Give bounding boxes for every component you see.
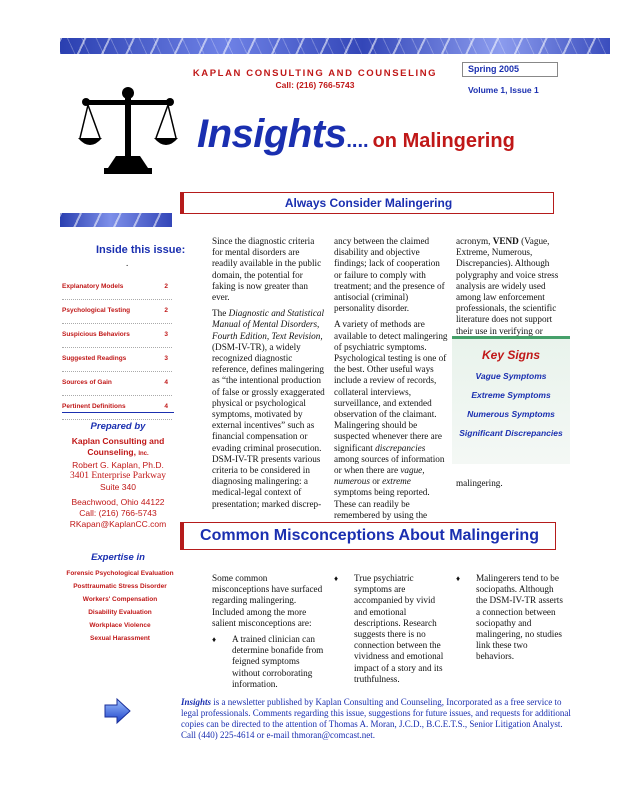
toc-item-label: Pertinent Definitions xyxy=(62,403,126,410)
expertise-list xyxy=(62,570,178,648)
misconception-text: A trained clinician can determine bonafide from feigned symptoms without corroborating information. xyxy=(232,634,324,689)
newsletter-masthead xyxy=(197,112,515,157)
toc-item-label: Psychological Testing xyxy=(62,307,131,314)
expertise-item: Forensic Psychological Evaluation xyxy=(66,570,174,577)
toc-item[interactable] xyxy=(62,324,172,348)
diamond-bullet-icon: ♦ xyxy=(212,635,217,645)
inside-this-issue-heading: Inside this issue: xyxy=(96,244,186,256)
toc-item-page: 4 xyxy=(164,403,168,410)
article2-column-2 xyxy=(334,573,448,685)
masthead-dots: .... xyxy=(346,130,369,152)
prepared-company-line1: Kaplan Consulting and xyxy=(71,436,165,446)
inside-this-issue-dot: . xyxy=(126,258,129,268)
issue-season: Spring 2005 xyxy=(462,62,558,77)
masthead-subtitle: on Malingering xyxy=(372,130,515,152)
article1-column-3-end: malingering. xyxy=(456,478,503,488)
article2-column-3 xyxy=(456,573,566,663)
company-name: KAPLAN CONSULTING AND COUNSELING xyxy=(192,68,438,79)
article1-column-2 xyxy=(334,236,449,526)
prepared-company xyxy=(62,436,174,460)
article1-paragraph: The Diagnostic and Statistical Manual of Mental Disorders, Fourth Edition, Text Revision, (DSM-IV-TR), a widely recognized diagnostic reference, defines malingering as “the intentional production of false or grossly exaggerated physical or psychological symptoms, motivated by external incentives” such as financial compensation or evading criminal prosecution. DSM-IV-TR presents various criteria to be considered in diagnosing malingering: a medical-legal context of presentation; marked discrep- xyxy=(212,308,325,509)
prepared-company-line2: Counseling, xyxy=(87,447,136,457)
table-of-contents xyxy=(62,276,172,420)
scales-of-justice-icon xyxy=(78,86,178,180)
key-sign-item: Numerous Symptoms xyxy=(467,409,555,419)
prepared-by-block xyxy=(62,412,174,530)
misconception-item xyxy=(334,573,448,685)
newsletter-footer xyxy=(181,697,571,741)
toc-item-page: 3 xyxy=(164,355,168,362)
toc-item[interactable] xyxy=(62,276,172,300)
article1-paragraph: ancy between the claimed disability and objective findings; lack of cooperation or failure to comply with treatment; and the presence of antisocial (criminal) personality disorder. xyxy=(334,236,445,314)
toc-item-label: Sources of Gain xyxy=(62,379,112,386)
expertise-item: Sexual Harassment xyxy=(90,635,150,642)
footer-lead: Insights xyxy=(181,697,212,707)
expertise-item: Workers' Compensation xyxy=(82,596,158,603)
key-sign-item: Vague Symptoms xyxy=(475,371,547,381)
diamond-bullet-icon: ♦ xyxy=(334,574,339,583)
article1-column-1 xyxy=(212,236,327,515)
expertise-heading: Expertise in xyxy=(91,552,145,563)
toc-item-page: 3 xyxy=(164,331,168,338)
toc-item[interactable] xyxy=(62,372,172,396)
toc-item[interactable] xyxy=(62,348,172,372)
key-sign-item: Extreme Symptoms xyxy=(471,390,551,400)
misconception-text: Malingerers tend to be sociopaths. Although the DSM-IV-TR asserts a connection between sociopathy and malingering, no studies link these two behaviors. xyxy=(476,573,563,662)
company-phone: Call: (216) 766-5743 xyxy=(275,80,355,90)
arrow-right-icon xyxy=(103,697,131,725)
expertise-item: Disability Evaluation xyxy=(88,609,152,616)
company-header xyxy=(190,68,440,90)
key-sign-item: Significant Discrepancies xyxy=(459,428,563,438)
key-signs-title: Key Signs xyxy=(481,348,541,362)
toc-item-label: Explanatory Models xyxy=(62,283,124,290)
article1-paragraph: Since the diagnostic criteria for mental disorders are readily available in the public domain, the potential for faking is now greater than ever. xyxy=(212,236,322,303)
misconception-item xyxy=(212,634,326,690)
address-suite: Suite 340 xyxy=(100,482,136,492)
expertise-item: Workplace Violence xyxy=(89,622,151,629)
article2-column-1 xyxy=(212,573,326,690)
expertise-item: Posttraumatic Stress Disorder xyxy=(73,583,167,590)
top-decorative-banner xyxy=(60,38,610,54)
contact-phone: Call: (216) 766-5743 xyxy=(79,508,157,518)
article-title-misconceptions: Common Misconceptions About Malingering xyxy=(180,522,556,550)
toc-item-page: 2 xyxy=(164,283,168,290)
toc-item-page: 2 xyxy=(164,307,168,314)
article2-intro: Some common misconceptions have surfaced regarding malingering. Included among the more salient misconceptions are: xyxy=(212,573,323,628)
misconception-text: True psychiatric symptoms are accompanied by vivid and emotional descriptions. Research suggests there is no connection between the vividness and emotional impact of a story and its truthfulness. xyxy=(354,573,444,684)
divider xyxy=(62,412,174,413)
issue-volume: Volume 1, Issue 1 xyxy=(468,85,539,95)
toc-item-page: 4 xyxy=(164,379,168,386)
misconception-item xyxy=(456,573,566,663)
toc-item-label: Suggested Readings xyxy=(62,355,127,362)
prepared-by-heading: Prepared by xyxy=(90,421,146,432)
author-name: Robert G. Kaplan, Ph.D. xyxy=(72,460,164,470)
address-street: 3401 Enterprise Parkway xyxy=(69,471,167,481)
toc-item[interactable] xyxy=(62,300,172,324)
key-signs-box xyxy=(452,336,570,464)
masthead-title: Insights xyxy=(197,112,347,156)
article1-paragraph: A variety of methods are available to detect malingering of psychiatric symptoms. Psychological testing is one of the best. Other useful ways include a review of records, collateral interviews, surveillance, and extended observation of the claimant. Malingering should be suspected whenever there are significant discrepancies among sources of information or when there are vague, numerous or extreme symptoms being reported. These can readily be remembered by using the xyxy=(334,319,448,520)
diamond-bullet-icon: ♦ xyxy=(456,574,461,583)
footer-text: is a newsletter published by Kaplan Consulting and Counseling, Incorporated as a free service to legal professionals. Comments regarding this issue, suggestions for future issues, and requests for additional copies can be directed to the attention of Thomas A. Moran, J.C.D., B.C.E.T.S., Senior Litigation Analyst. Call (440) 225-4614 or e-mail thmoran@comcast.net. xyxy=(181,697,571,740)
address-city: Beachwood, Ohio 44122 xyxy=(71,497,165,507)
sidebar-decorative-banner xyxy=(60,213,172,227)
contact-email[interactable]: RKapan@KaplanCC.com xyxy=(69,519,167,529)
article1-paragraph: acronym, VEND (Vague, Extreme, Numerous, Discrepancies). Although polygraphy and voice stress analysis are widely used among law enforcement professionals, the scientific literature does not support their use in verifying or xyxy=(456,236,559,336)
article-title-always-consider: Always Consider Malingering xyxy=(180,192,554,214)
toc-item-label: Suspicious Behaviors xyxy=(62,331,130,338)
prepared-company-inc: Inc. xyxy=(138,451,149,457)
